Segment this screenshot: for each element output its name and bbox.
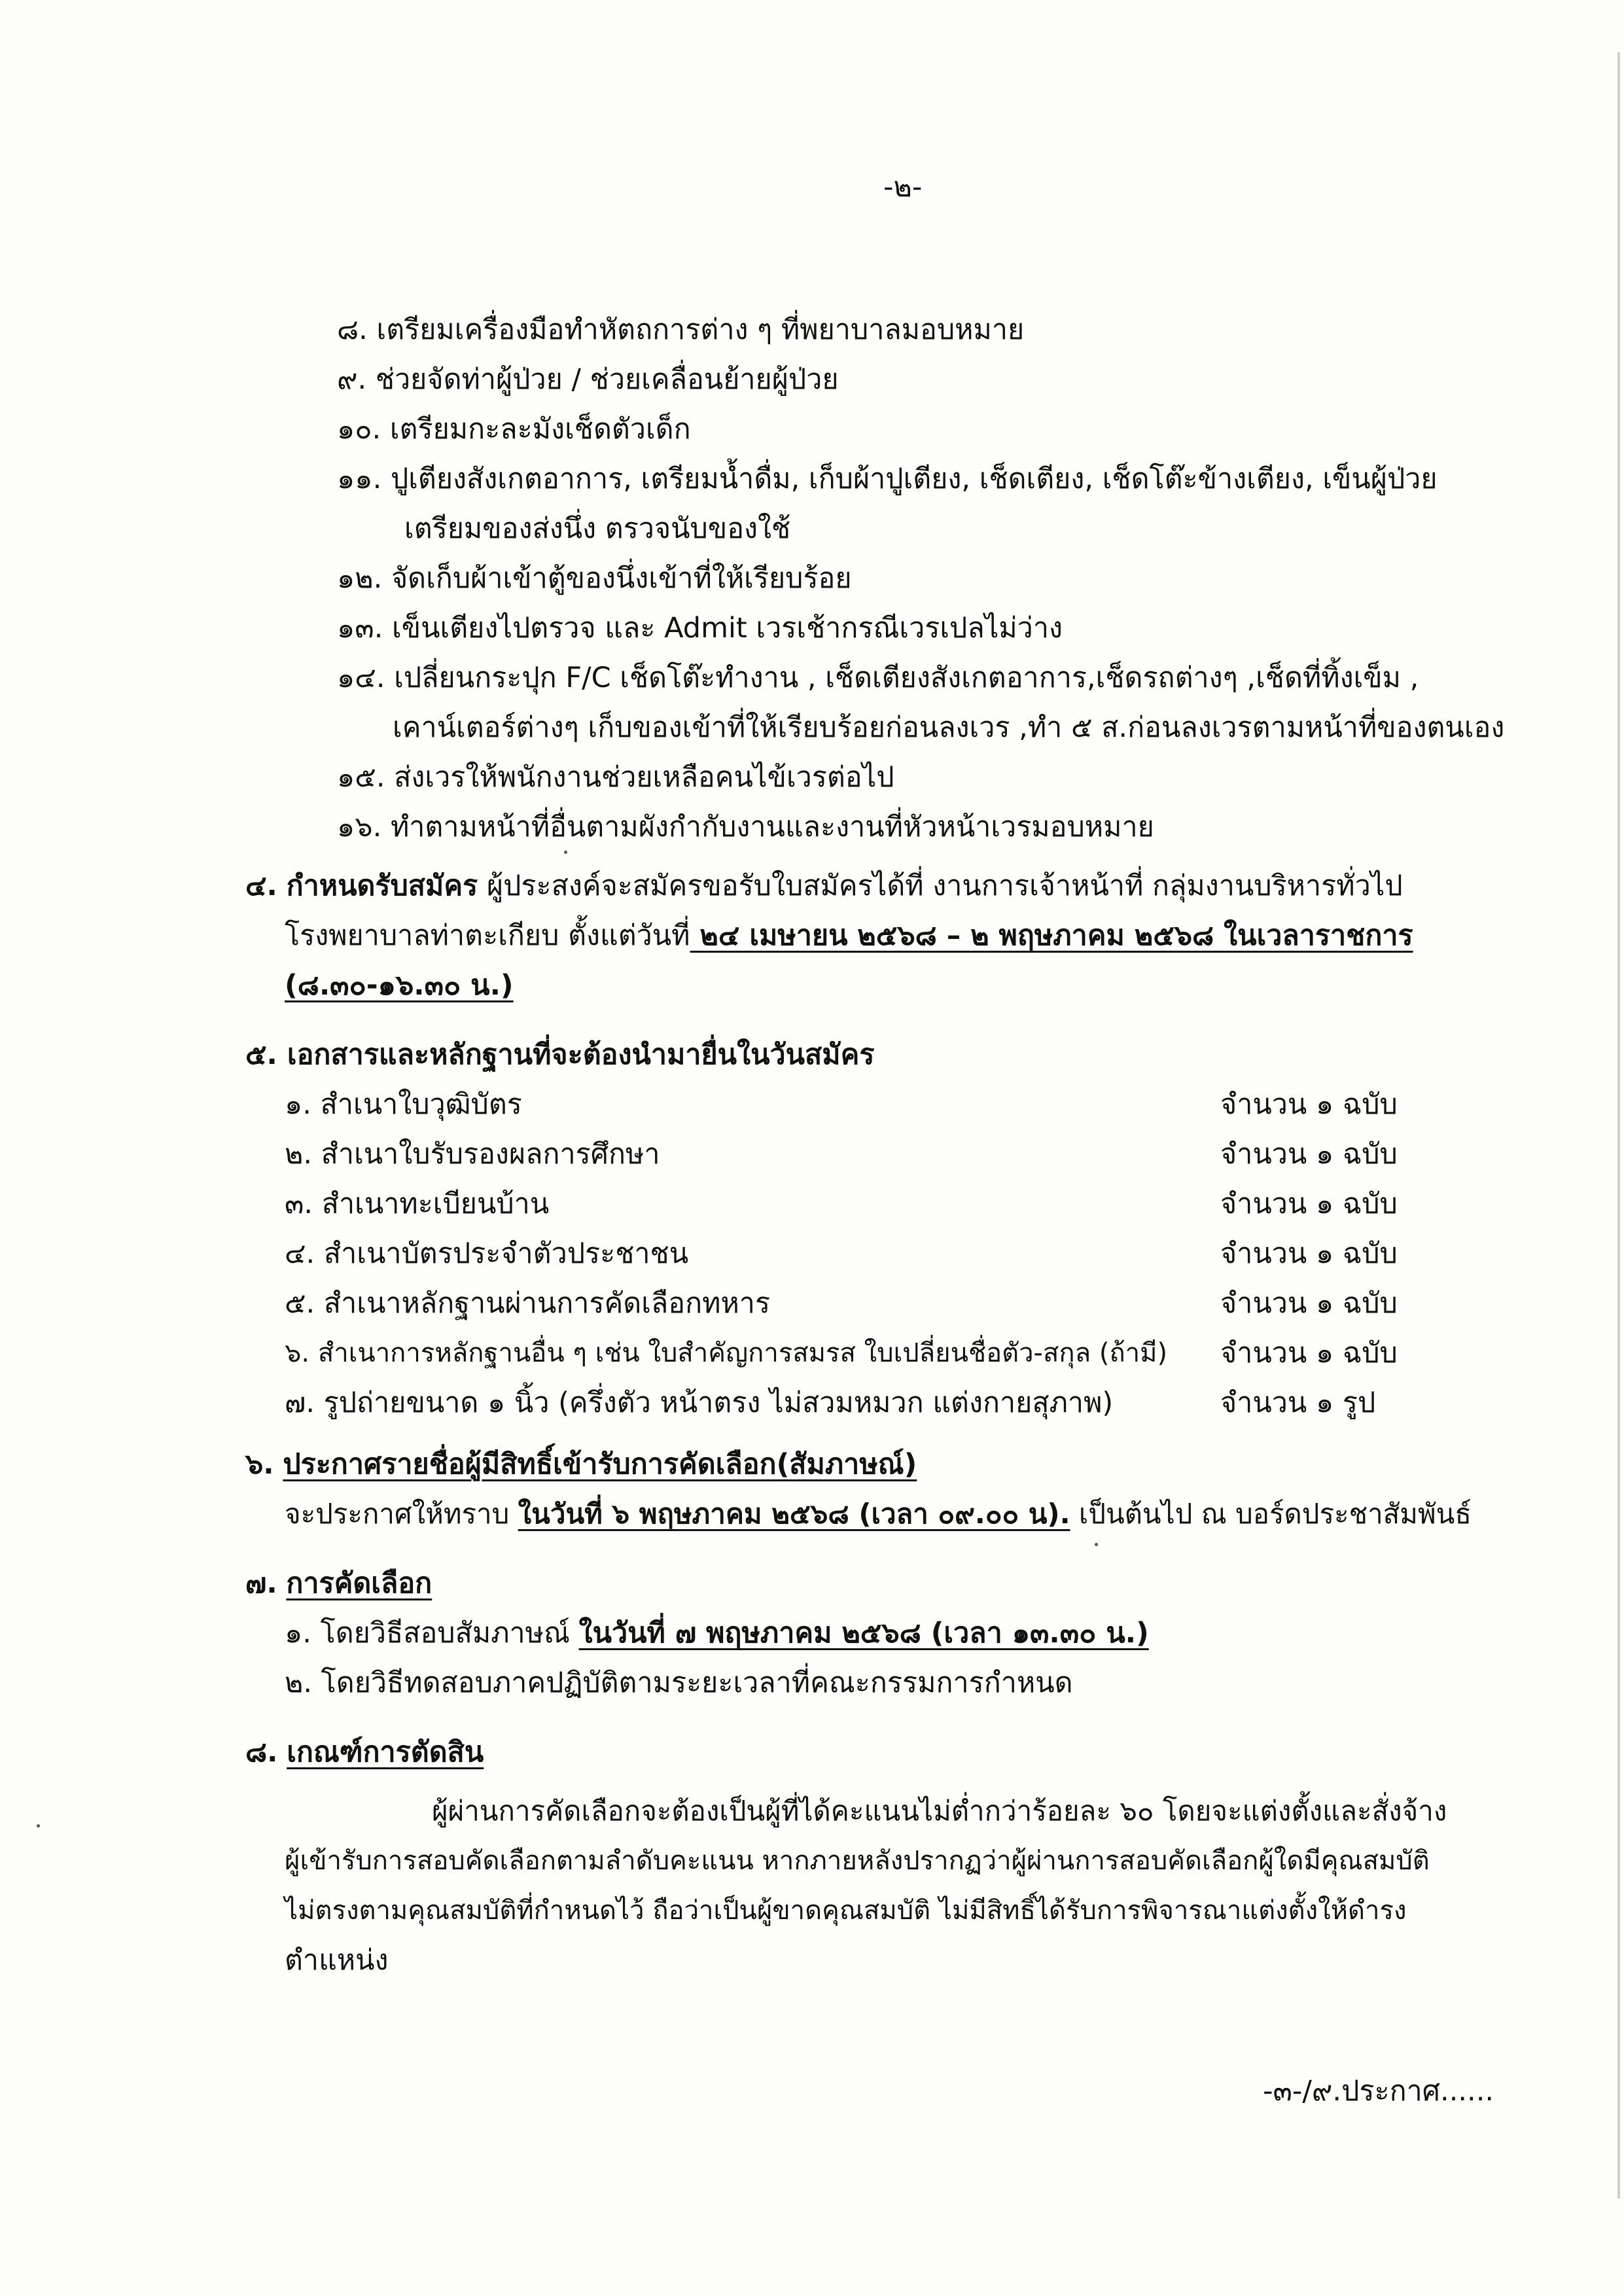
section-8-heading: ๘. เกณฑ์การตัดสิน [245, 1736, 484, 1769]
document-qty-6: จำนวน ๑ ฉบับ [1220, 1337, 1398, 1369]
document-qty-4: จำนวน ๑ ฉบับ [1220, 1237, 1398, 1270]
document-item-3: ๓. สำเนาทะเบียนบ้าน [285, 1188, 550, 1220]
document-item-4: ๔. สำเนาบัตรประจำตัวประชาชน [285, 1237, 689, 1270]
page-number: -๒- [883, 171, 923, 203]
section-7-heading: ๗. การคัดเลือก [245, 1567, 432, 1600]
duty-item-11: ๑๑. ปูเตียงสังเกตอาการ, เตรียมน้ำดื่ม, เก็บผ้าปูเตียง, เช็ดเตียง, เช็ดโต๊ะข้างเตียง, เข็นผู้ป่วย [337, 463, 1438, 495]
duty-item-16: ๑๖. ทำตามหน้าที่อื่นตามผังกำกับงานและงานที่หัวหน้าเวรมอบหมาย [337, 811, 1154, 843]
section-4-line-2: โรงพยาบาลท่าตะเกียบ ตั้งแต่วันที่ ๒๔ เมษายน ๒๕๖๘ – ๒ พฤษภาคม ๒๕๖๘ ในเวลาราชการ [285, 919, 1413, 952]
duty-item-13: ๑๓. เข็นเตียงไปตรวจ และ Admit เวรเช้ากรณีเวรเปลไม่ว่าง [337, 612, 1063, 645]
criteria-paragraph-line-3: ไม่ตรงตามคุณสมบัติที่กำหนดไว้ ถือว่าเป็นผู้ขาดคุณสมบัติ ไม่มีสิทธิ์ได้รับการพิจารณาแต่งตั้งให้ดำรง [285, 1896, 1407, 1926]
duty-item-15: ๑๕. ส่งเวรให้พนักงานช่วยเหลือคนไข้เวรต่อไป [337, 761, 894, 794]
criteria-paragraph-line-4: ตำแหน่ง [285, 1944, 389, 1977]
section-5-heading: ๕. เอกสารและหลักฐานที่จะต้องนำมายื่นในวันสมัคร [245, 1038, 875, 1071]
criteria-paragraph-line-2: ผู้เข้ารับการสอบคัดเลือกตามลำดับคะแนน หากภายหลังปรากฏว่าผู้ผ่านการสอบคัดเลือกผู้ใดมีคุณสมบัติ [285, 1846, 1430, 1876]
document-item-2: ๒. สำเนาใบรับรองผลการศึกษา [285, 1138, 660, 1171]
continuation-marker: -๓-/๙.ประกาศ...... [1263, 2075, 1494, 2108]
criteria-paragraph-line-1: ผู้ผ่านการคัดเลือกจะต้องเป็นผู้ที่ได้คะแนนไม่ต่ำกว่าร้อยละ ๖๐ โดยจะแต่งตั้งและสั่งจ้าง [432, 1795, 1447, 1827]
document-item-7: ๗. รูปถ่ายขนาด ๑ นิ้ว (ครึ่งตัว หน้าตรง ไม่สวมหมวก แต่งกายสุภาพ) [285, 1386, 1114, 1419]
announcement-date: ในวันที่ ๖ พฤษภาคม ๒๕๖๘ (เวลา ๐๙.๐๐ น). [518, 1498, 1070, 1530]
selection-method-1: ๑. โดยวิธีสอบสัมภาษณ์ ในวันที่ ๗ พฤษภาคม ๒๕๖๘ (เวลา ๑๓.๓๐ น.) [285, 1617, 1149, 1650]
document-item-5: ๕. สำเนาหลักฐานผ่านการคัดเลือกทหาร [285, 1287, 771, 1320]
scan-speck [37, 1824, 40, 1828]
document-item-1: ๑. สำเนาใบวุฒิบัตร [285, 1088, 522, 1121]
office-hours: (๘.๓๐-๑๖.๓๐ น.) [285, 969, 514, 1002]
duty-item-11-cont: เตรียมของส่งนึ่ง ตรวจนับของใช้ [404, 512, 791, 545]
document-qty-3: จำนวน ๑ ฉบับ [1220, 1188, 1398, 1220]
document-qty-5: จำนวน ๑ ฉบับ [1220, 1287, 1398, 1320]
duty-item-9: ๙. ช่วยจัดท่าผู้ป่วย / ช่วยเคลื่อนย้ายผู้ป่วย [337, 363, 839, 396]
duty-item-12: ๑๒. จัดเก็บผ้าเข้าตู้ของนึ่งเข้าที่ให้เรียบร้อย [337, 562, 852, 595]
document-qty-2: จำนวน ๑ ฉบับ [1220, 1138, 1398, 1171]
scan-edge-shadow [1617, 52, 1620, 2199]
scan-speck [564, 851, 567, 854]
duty-item-14-cont: เคาน์เตอร์ต่างๆ เก็บของเข้าที่ให้เรียบร้อยก่อนลงเวร ,ทำ ๕ ส.ก่อนลงเวรตามหน้าที่ของตนเอง [393, 711, 1505, 744]
section-6-heading: ๖. ประกาศรายชื่อผู้มีสิทธิ์เข้ารับการคัดเลือก(สัมภาษณ์) [245, 1448, 917, 1481]
duty-item-10: ๑๐. เตรียมกะละมังเช็ดตัวเด็ก [337, 413, 691, 446]
section-4-heading: กำหนดรับสมัคร [286, 870, 478, 902]
section-6-announcement: จะประกาศให้ทราบ ในวันที่ ๖ พฤษภาคม ๒๕๖๘ (เวลา ๐๙.๐๐ น). เป็นต้นไป ณ บอร์ดประชาสัมพันธ์ [285, 1498, 1472, 1530]
interview-date: ในวันที่ ๗ พฤษภาคม ๒๕๖๘ (เวลา ๑๓.๓๐ น.) [578, 1617, 1149, 1650]
duty-item-14: ๑๔. เปลี่ยนกระปุก F/C เช็ดโต๊ะทำงาน , เช็ดเตียงสังเกตอาการ,เช็ดรถต่างๆ ,เช็ดที่ทิ้งเข็ม , [337, 662, 1419, 694]
application-date-range: ๒๔ เมษายน ๒๕๖๘ – ๒ พฤษภาคม ๒๕๖๘ ในเวลาราชการ [690, 919, 1413, 952]
document-item-6: ๖. สำเนาการหลักฐานอื่น ๆ เช่น ใบสำคัญการสมรส ใบเปลี่ยนชื่อตัว-สกุล (ถ้ามี) [285, 1338, 1168, 1368]
section-4-line-1: ๔. กำหนดรับสมัคร ผู้ประสงค์จะสมัครขอรับใบสมัครได้ที่ งานการเจ้าหน้าที่ กลุ่มงานบริหารทั่วไป [245, 870, 1403, 902]
document-qty-1: จำนวน ๑ ฉบับ [1220, 1088, 1398, 1121]
scan-speck [1095, 1543, 1098, 1546]
selection-method-2: ๒. โดยวิธีทดสอบภาคปฏิบัติตามระยะเวลาที่คณะกรรมการกำหนด [285, 1667, 1073, 1699]
duty-item-8: ๘. เตรียมเครื่องมือทำหัตถการต่าง ๆ ที่พยาบาลมอบหมาย [337, 313, 1025, 346]
document-qty-7: จำนวน ๑ รูป [1220, 1386, 1376, 1419]
